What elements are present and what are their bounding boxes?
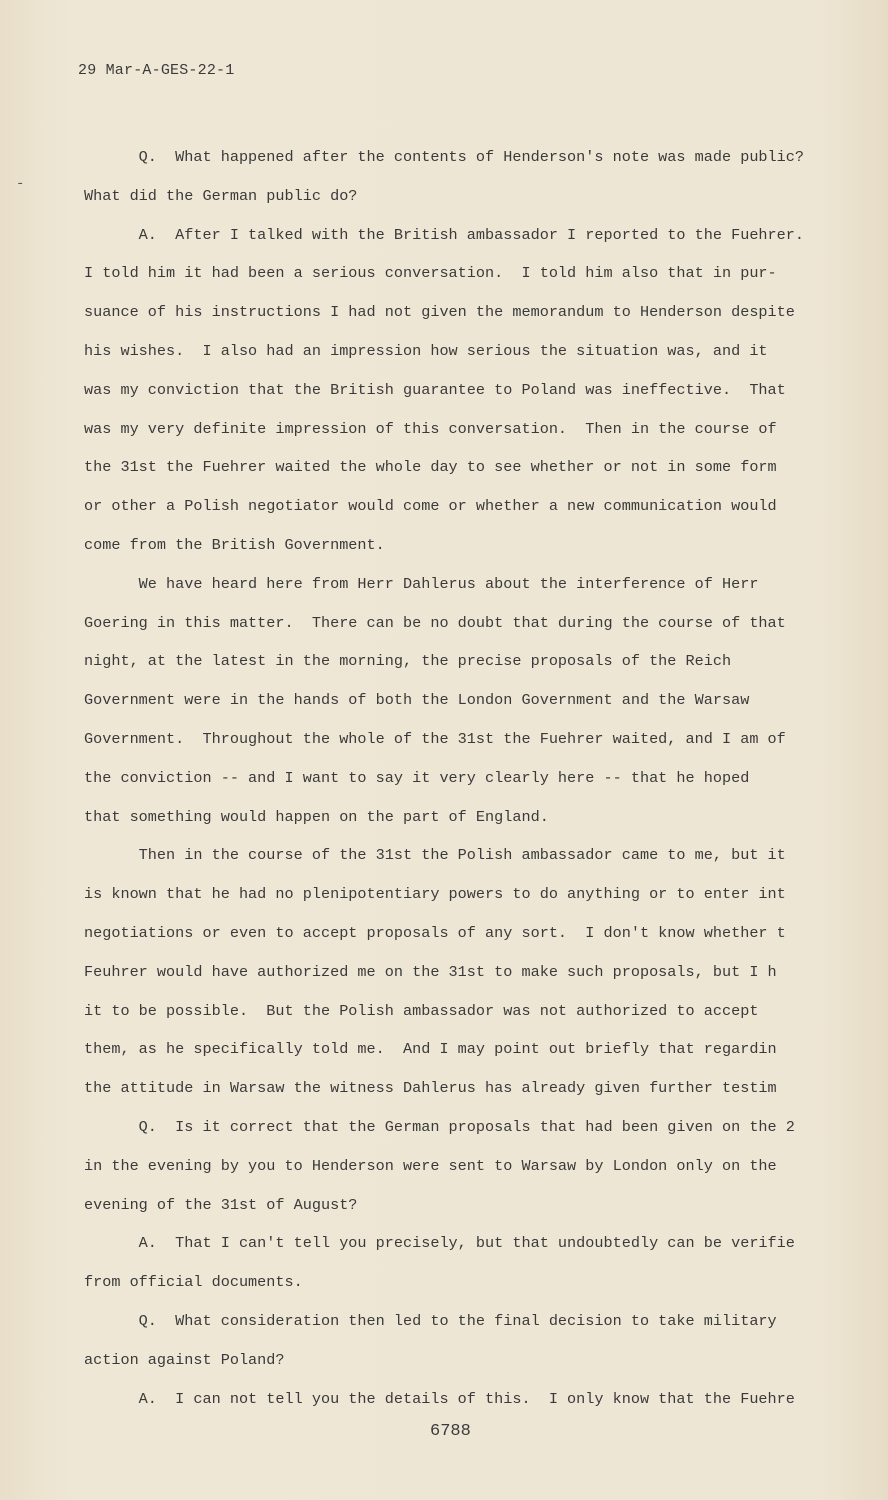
page-header: 29 Mar-A-GES-22-1 bbox=[78, 62, 235, 79]
text-line: Then in the course of the 31st the Polish ambassador came to me, but it bbox=[84, 846, 786, 865]
text-line: come from the British Government. bbox=[84, 535, 385, 554]
text-line: Feuhrer would have authorized me on the 31st to make such proposals, but I h bbox=[84, 962, 777, 981]
text-line: A. After I talked with the British ambassador I reported to the Fuehrer. bbox=[84, 225, 805, 244]
text-line: is known that he had no plenipotentiary powers to do anything or to enter int bbox=[84, 885, 786, 904]
text-line: Q. What consideration then led to the final decision to take military bbox=[84, 1311, 777, 1330]
margin-mark: - bbox=[16, 176, 25, 192]
page-number: 6788 bbox=[430, 1422, 471, 1441]
text-line: that something would happen on the part of England. bbox=[84, 807, 549, 826]
text-line: negotiations or even to accept proposals of any sort. I don't know whether t bbox=[84, 923, 786, 942]
text-line: it to be possible. But the Polish ambassador was not authorized to accept bbox=[84, 1001, 759, 1020]
text-line: night, at the latest in the morning, the precise proposals of the Reich bbox=[84, 652, 732, 671]
text-line: We have heard here from Herr Dahlerus about the interference of Herr bbox=[84, 574, 759, 593]
text-line: was my very definite impression of this conversation. Then in the course of bbox=[84, 419, 777, 438]
text-line: suance of his instructions I had not given the memorandum to Henderson despite bbox=[84, 303, 795, 322]
text-line: I told him it had been a serious conversation. I told him also that in pur- bbox=[84, 264, 777, 283]
text-line: Government were in the hands of both the London Government and the Warsaw bbox=[84, 691, 750, 710]
text-line: them, as he specifically told me. And I may point out briefly that regardin bbox=[84, 1040, 777, 1059]
text-line: or other a Polish negotiator would come or whether a new communication would bbox=[84, 497, 777, 516]
text-line: Government. Throughout the whole of the 31st the Fuehrer waited, and I am of bbox=[84, 729, 786, 748]
text-line: Q. Is it correct that the German proposals that had been given on the 2 bbox=[84, 1117, 795, 1136]
text-line: What did the German public do? bbox=[84, 186, 358, 205]
text-line: his wishes. I also had an impression how serious the situation was, and it bbox=[84, 341, 768, 360]
text-line: evening of the 31st of August? bbox=[84, 1195, 358, 1214]
text-line: the attitude in Warsaw the witness Dahlerus has already given further testim bbox=[84, 1079, 777, 1098]
text-line: A. That I can't tell you precisely, but that undoubtedly can be verifie bbox=[84, 1234, 795, 1253]
text-line: the 31st the Fuehrer waited the whole day to see whether or not in some form bbox=[84, 458, 777, 477]
text-line: A. I can not tell you the details of this. I only know that the Fuehre bbox=[84, 1389, 795, 1408]
text-line: was my conviction that the British guarantee to Poland was ineffective. That bbox=[84, 380, 786, 399]
text-line: the conviction -- and I want to say it very clearly here -- that he hoped bbox=[84, 768, 750, 787]
text-line: from official documents. bbox=[84, 1273, 303, 1292]
text-line: Goering in this matter. There can be no doubt that during the course of that bbox=[84, 613, 786, 632]
text-line: in the evening by you to Henderson were sent to Warsaw by London only on the bbox=[84, 1156, 777, 1175]
text-line: action against Poland? bbox=[84, 1350, 285, 1369]
text-line: Q. What happened after the contents of Henderson's note was made public? bbox=[84, 148, 805, 166]
transcript-body bbox=[84, 138, 836, 1418]
